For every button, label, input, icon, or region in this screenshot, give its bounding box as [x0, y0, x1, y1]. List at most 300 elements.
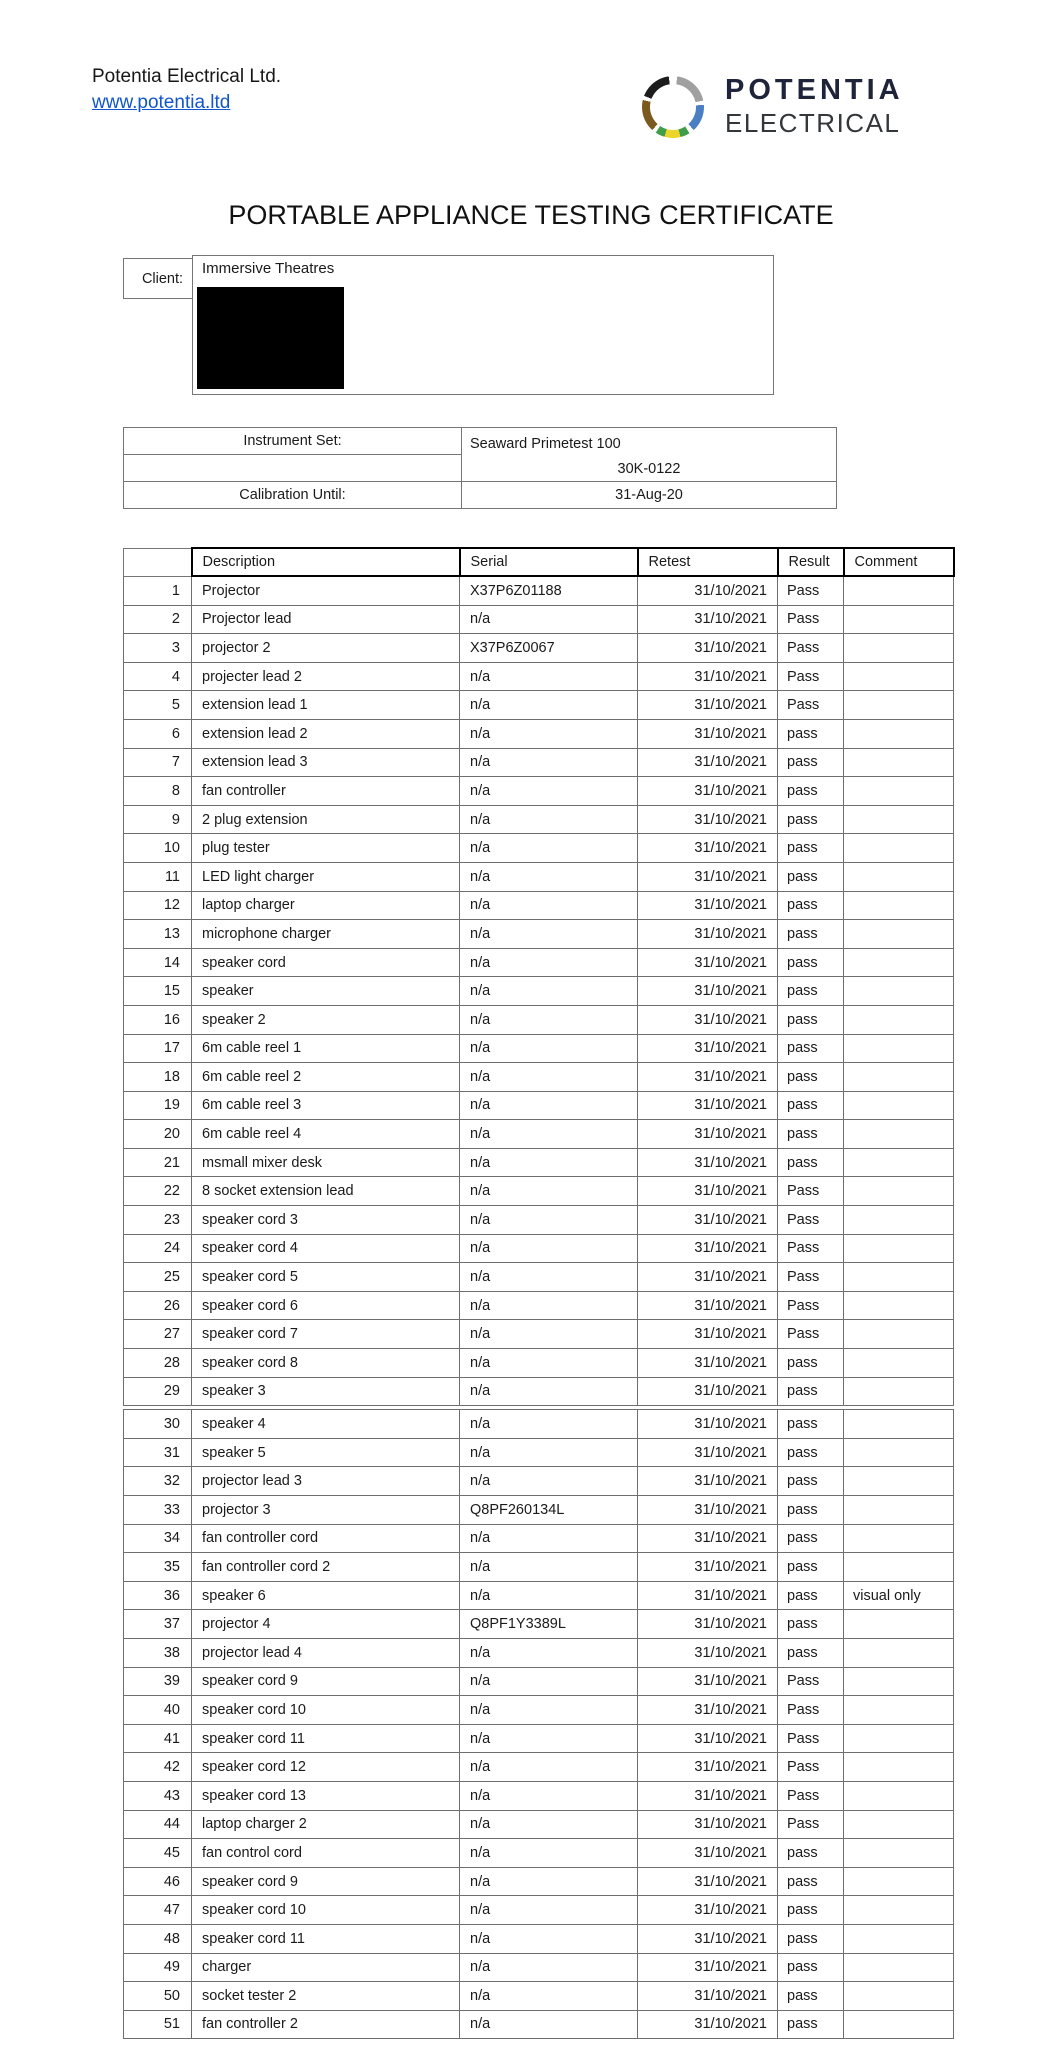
description-cell: microphone charger [192, 920, 460, 949]
row-number-cell: 44 [124, 1810, 192, 1839]
result-cell: pass [778, 1005, 844, 1034]
description-cell: speaker cord 5 [192, 1263, 460, 1292]
header-result: Result [778, 548, 844, 576]
row-number-cell: 7 [124, 748, 192, 777]
retest-cell: 31/10/2021 [638, 691, 778, 720]
row-number-cell: 46 [124, 1867, 192, 1896]
comment-cell [844, 805, 954, 834]
description-cell: speaker cord 9 [192, 1867, 460, 1896]
comment-cell [844, 1839, 954, 1868]
retest-cell: 31/10/2021 [638, 1263, 778, 1292]
table-row [124, 2010, 954, 2039]
serial-cell: n/a [460, 1177, 638, 1206]
retest-cell: 31/10/2021 [638, 662, 778, 691]
page-title: PORTABLE APPLIANCE TESTING CERTIFICATE [228, 200, 834, 230]
row-number-cell: 30 [124, 1410, 192, 1439]
row-number-cell: 11 [124, 862, 192, 891]
retest-cell: 31/10/2021 [638, 1781, 778, 1810]
comment-cell [844, 977, 954, 1006]
description-cell: extension lead 3 [192, 748, 460, 777]
result-cell: pass [778, 1610, 844, 1639]
serial-cell: n/a [460, 1206, 638, 1235]
comment-cell [844, 1724, 954, 1753]
description-cell: speaker 2 [192, 1005, 460, 1034]
result-cell: pass [778, 1953, 844, 1982]
retest-cell: 31/10/2021 [638, 777, 778, 806]
row-number-cell: 50 [124, 1982, 192, 2011]
row-number-cell: 17 [124, 1034, 192, 1063]
table-row [124, 948, 954, 977]
comment-cell [844, 1524, 954, 1553]
result-cell: pass [778, 1034, 844, 1063]
table-row [124, 1263, 954, 1292]
instrument-row-set [124, 428, 837, 455]
description-cell: laptop charger [192, 891, 460, 920]
row-number-cell: 19 [124, 1091, 192, 1120]
row-number-cell: 39 [124, 1667, 192, 1696]
serial-cell: n/a [460, 1553, 638, 1582]
row-number-cell: 22 [124, 1177, 192, 1206]
result-cell: pass [778, 1148, 844, 1177]
result-cell: pass [778, 977, 844, 1006]
serial-cell: n/a [460, 777, 638, 806]
row-number-cell: 9 [124, 805, 192, 834]
comment-cell [844, 1982, 954, 2011]
row-number-cell: 8 [124, 777, 192, 806]
description-cell: Projector [192, 576, 460, 605]
serial-cell: n/a [460, 691, 638, 720]
logo-wordmark [725, 76, 904, 136]
result-cell: pass [778, 1638, 844, 1667]
description-cell: 6m cable reel 2 [192, 1063, 460, 1092]
comment-cell [844, 1206, 954, 1235]
result-cell: pass [778, 2010, 844, 2039]
serial-cell: n/a [460, 1091, 638, 1120]
serial-cell: n/a [460, 1438, 638, 1467]
row-number-cell: 36 [124, 1581, 192, 1610]
description-cell: LED light charger [192, 862, 460, 891]
retest-cell: 31/10/2021 [638, 1553, 778, 1582]
comment-cell [844, 719, 954, 748]
retest-cell: 31/10/2021 [638, 1982, 778, 2011]
serial-cell: n/a [460, 1377, 638, 1406]
header-serial: Serial [460, 548, 638, 576]
description-cell: speaker cord [192, 948, 460, 977]
result-cell: pass [778, 891, 844, 920]
comment-cell [844, 1291, 954, 1320]
comment-cell [844, 1610, 954, 1639]
comment-cell [844, 1696, 954, 1725]
table-row [124, 1781, 954, 1810]
table-row [124, 777, 954, 806]
table-row [124, 1120, 954, 1149]
result-cell: Pass [778, 1696, 844, 1725]
table-row [124, 1234, 954, 1263]
retest-cell: 31/10/2021 [638, 1234, 778, 1263]
comment-cell [844, 1467, 954, 1496]
result-cell: Pass [778, 1781, 844, 1810]
description-cell: speaker cord 6 [192, 1291, 460, 1320]
retest-cell: 31/10/2021 [638, 1438, 778, 1467]
table-row [124, 1924, 954, 1953]
results-table [123, 547, 955, 2039]
instrument-set-value-cell [462, 428, 837, 482]
comment-cell [844, 1234, 954, 1263]
comment-cell [844, 891, 954, 920]
serial-cell: n/a [460, 1753, 638, 1782]
row-number-cell: 34 [124, 1524, 192, 1553]
results-header-row [124, 548, 954, 576]
retest-cell: 31/10/2021 [638, 1696, 778, 1725]
retest-cell: 31/10/2021 [638, 977, 778, 1006]
comment-cell [844, 1553, 954, 1582]
description-cell: plug tester [192, 834, 460, 863]
table-row [124, 1034, 954, 1063]
description-cell: 6m cable reel 3 [192, 1091, 460, 1120]
retest-cell: 31/10/2021 [638, 1349, 778, 1378]
result-cell: pass [778, 1496, 844, 1525]
comment-cell [844, 1377, 954, 1406]
comment-cell [844, 1063, 954, 1092]
client-label: Client: [141, 270, 184, 287]
result-cell: pass [778, 1924, 844, 1953]
instrument-table [123, 427, 837, 509]
description-cell: speaker cord 4 [192, 1234, 460, 1263]
retest-cell: 31/10/2021 [638, 1120, 778, 1149]
table-row [124, 1667, 954, 1696]
logo-wordmark-line1: POTENTIA [725, 74, 904, 106]
retest-cell: 31/10/2021 [638, 1005, 778, 1034]
client-label-box [123, 258, 202, 299]
retest-cell: 31/10/2021 [638, 1667, 778, 1696]
row-number-cell: 3 [124, 634, 192, 663]
table-row [124, 634, 954, 663]
row-number-cell: 25 [124, 1263, 192, 1292]
description-cell: laptop charger 2 [192, 1810, 460, 1839]
instrument-empty-cell [124, 455, 462, 482]
description-cell: socket tester 2 [192, 1982, 460, 2011]
comment-cell [844, 1410, 954, 1439]
table-row [124, 748, 954, 777]
comment-cell [844, 1667, 954, 1696]
retest-cell: 31/10/2021 [638, 1724, 778, 1753]
table-row [124, 1177, 954, 1206]
description-cell: extension lead 1 [192, 691, 460, 720]
row-number-cell: 51 [124, 2010, 192, 2039]
serial-cell: n/a [460, 891, 638, 920]
serial-cell: Q8PF260134L [460, 1496, 638, 1525]
serial-cell: n/a [460, 805, 638, 834]
comment-cell [844, 662, 954, 691]
description-cell: speaker 3 [192, 1377, 460, 1406]
comment-cell [844, 948, 954, 977]
table-row [124, 1005, 954, 1034]
table-row [124, 662, 954, 691]
result-cell: pass [778, 1349, 844, 1378]
table-row [124, 576, 954, 605]
description-cell: speaker cord 8 [192, 1349, 460, 1378]
description-cell: speaker 5 [192, 1438, 460, 1467]
retest-cell: 31/10/2021 [638, 1291, 778, 1320]
retest-cell: 31/10/2021 [638, 1753, 778, 1782]
result-cell: pass [778, 1091, 844, 1120]
result-cell: Pass [778, 605, 844, 634]
retest-cell: 31/10/2021 [638, 1206, 778, 1235]
table-row [124, 1438, 954, 1467]
logo-wordmark-line2: ELECTRICAL [725, 108, 901, 138]
instrument-set-value: Seaward Primetest 100 [470, 435, 621, 452]
comment-cell [844, 748, 954, 777]
serial-cell: n/a [460, 834, 638, 863]
row-number-cell: 40 [124, 1696, 192, 1725]
description-cell: speaker cord 9 [192, 1667, 460, 1696]
result-cell: Pass [778, 662, 844, 691]
serial-cell: n/a [460, 862, 638, 891]
row-number-cell: 43 [124, 1781, 192, 1810]
table-row [124, 891, 954, 920]
result-cell: pass [778, 1120, 844, 1149]
row-number-cell: 41 [124, 1724, 192, 1753]
table-row [124, 1291, 954, 1320]
retest-cell: 31/10/2021 [638, 1177, 778, 1206]
serial-cell: n/a [460, 948, 638, 977]
result-cell: Pass [778, 1810, 844, 1839]
comment-cell [844, 691, 954, 720]
comment-cell [844, 1091, 954, 1120]
table-row [124, 1148, 954, 1177]
instrument-row-calibration [124, 482, 837, 509]
description-cell: projector 4 [192, 1610, 460, 1639]
row-number-cell: 10 [124, 834, 192, 863]
result-cell: pass [778, 1839, 844, 1868]
comment-cell [844, 1177, 954, 1206]
serial-cell: n/a [460, 1810, 638, 1839]
result-cell: pass [778, 1377, 844, 1406]
table-row [124, 1467, 954, 1496]
description-cell: 6m cable reel 4 [192, 1120, 460, 1149]
table-row [124, 1867, 954, 1896]
table-row [124, 1610, 954, 1639]
retest-cell: 31/10/2021 [638, 1063, 778, 1092]
result-cell: Pass [778, 576, 844, 605]
result-cell: pass [778, 1467, 844, 1496]
result-cell: Pass [778, 1724, 844, 1753]
retest-cell: 31/10/2021 [638, 1896, 778, 1925]
retest-cell: 31/10/2021 [638, 1410, 778, 1439]
serial-cell: n/a [460, 1896, 638, 1925]
description-cell: projector 2 [192, 634, 460, 663]
comment-cell [844, 1924, 954, 1953]
description-cell: charger [192, 1953, 460, 1982]
result-cell: pass [778, 1581, 844, 1610]
comment-cell [844, 1320, 954, 1349]
description-cell: projector lead 3 [192, 1467, 460, 1496]
description-cell: 2 plug extension [192, 805, 460, 834]
description-cell: 6m cable reel 1 [192, 1034, 460, 1063]
result-cell: pass [778, 1896, 844, 1925]
table-row [124, 862, 954, 891]
comment-cell [844, 1263, 954, 1292]
company-website-link[interactable]: www.potentia.ltd [92, 91, 231, 113]
row-number-cell: 16 [124, 1005, 192, 1034]
comment-cell [844, 1953, 954, 1982]
table-row [124, 1091, 954, 1120]
comment-cell [844, 1349, 954, 1378]
retest-cell: 31/10/2021 [638, 634, 778, 663]
serial-cell: n/a [460, 1320, 638, 1349]
comment-cell [844, 2010, 954, 2039]
retest-cell: 31/10/2021 [638, 948, 778, 977]
description-cell: projector 3 [192, 1496, 460, 1525]
table-row [124, 805, 954, 834]
comment-cell [844, 834, 954, 863]
comment-cell [844, 576, 954, 605]
retest-cell: 31/10/2021 [638, 576, 778, 605]
table-row [124, 1896, 954, 1925]
description-cell: speaker cord 11 [192, 1724, 460, 1753]
header-comment: Comment [844, 548, 954, 576]
comment-cell [844, 1438, 954, 1467]
row-number-cell: 14 [124, 948, 192, 977]
description-cell: speaker cord 10 [192, 1696, 460, 1725]
serial-cell: n/a [460, 1234, 638, 1263]
serial-cell: n/a [460, 1034, 638, 1063]
comment-cell [844, 1781, 954, 1810]
redacted-address-block [197, 287, 344, 389]
row-number-cell: 42 [124, 1753, 192, 1782]
table-row [124, 1839, 954, 1868]
retest-cell: 31/10/2021 [638, 1610, 778, 1639]
comment-cell [844, 1638, 954, 1667]
row-number-cell: 49 [124, 1953, 192, 1982]
table-row [124, 1496, 954, 1525]
serial-cell: n/a [460, 1148, 638, 1177]
table-row [124, 1638, 954, 1667]
result-cell: Pass [778, 1263, 844, 1292]
retest-cell: 31/10/2021 [638, 605, 778, 634]
comment-cell [844, 862, 954, 891]
result-cell: Pass [778, 1206, 844, 1235]
row-number-cell: 18 [124, 1063, 192, 1092]
result-cell: pass [778, 1524, 844, 1553]
row-number-cell: 20 [124, 1120, 192, 1149]
serial-cell: n/a [460, 1063, 638, 1092]
table-row [124, 1377, 954, 1406]
row-number-cell: 35 [124, 1553, 192, 1582]
row-number-cell: 1 [124, 576, 192, 605]
serial-cell: n/a [460, 1291, 638, 1320]
result-cell: pass [778, 777, 844, 806]
calibration-value: 31-Aug-20 [462, 482, 837, 509]
description-cell: fan controller cord 2 [192, 1553, 460, 1582]
retest-cell: 31/10/2021 [638, 1377, 778, 1406]
retest-cell: 31/10/2021 [638, 1810, 778, 1839]
serial-cell: n/a [460, 1953, 638, 1982]
serial-cell: n/a [460, 977, 638, 1006]
row-number-cell: 21 [124, 1148, 192, 1177]
client-name: Immersive Theatres [202, 260, 335, 277]
result-cell: pass [778, 748, 844, 777]
retest-cell: 31/10/2021 [638, 1091, 778, 1120]
description-cell: speaker cord 7 [192, 1320, 460, 1349]
description-cell: speaker cord 12 [192, 1753, 460, 1782]
comment-cell [844, 1867, 954, 1896]
table-row [124, 1953, 954, 1982]
serial-cell: n/a [460, 1924, 638, 1953]
result-cell: pass [778, 1553, 844, 1582]
serial-cell: n/a [460, 1005, 638, 1034]
retest-cell: 31/10/2021 [638, 1320, 778, 1349]
row-number-cell: 24 [124, 1234, 192, 1263]
serial-cell: n/a [460, 1524, 638, 1553]
description-cell: speaker cord 10 [192, 1896, 460, 1925]
table-row [124, 1753, 954, 1782]
serial-cell: n/a [460, 1120, 638, 1149]
serial-cell: n/a [460, 1667, 638, 1696]
retest-cell: 31/10/2021 [638, 1496, 778, 1525]
table-row [124, 1982, 954, 2011]
retest-cell: 31/10/2021 [638, 719, 778, 748]
comment-cell [844, 1896, 954, 1925]
retest-cell: 31/10/2021 [638, 805, 778, 834]
retest-cell: 31/10/2021 [638, 1524, 778, 1553]
result-cell: pass [778, 920, 844, 949]
description-cell: speaker [192, 977, 460, 1006]
header-retest: Retest [638, 548, 778, 576]
comment-cell [844, 1753, 954, 1782]
company-header [92, 64, 281, 115]
retest-cell: 31/10/2021 [638, 834, 778, 863]
row-number-cell: 5 [124, 691, 192, 720]
row-number-cell: 15 [124, 977, 192, 1006]
table-row [124, 1320, 954, 1349]
description-cell: projector lead 4 [192, 1638, 460, 1667]
serial-cell: n/a [460, 1349, 638, 1378]
header-description: Description [192, 548, 460, 576]
row-number-cell: 2 [124, 605, 192, 634]
comment-cell [844, 605, 954, 634]
serial-cell: n/a [460, 920, 638, 949]
serial-cell: n/a [460, 1263, 638, 1292]
row-number-cell: 28 [124, 1349, 192, 1378]
comment-cell [844, 1034, 954, 1063]
table-row [124, 1410, 954, 1439]
result-cell: pass [778, 1867, 844, 1896]
retest-cell: 31/10/2021 [638, 1924, 778, 1953]
serial-cell: n/a [460, 1638, 638, 1667]
description-cell: fan controller [192, 777, 460, 806]
serial-cell: n/a [460, 748, 638, 777]
comment-cell [844, 634, 954, 663]
retest-cell: 31/10/2021 [638, 2010, 778, 2039]
company-name: Potentia Electrical Ltd. [92, 66, 282, 87]
retest-cell: 31/10/2021 [638, 862, 778, 891]
comment-cell [844, 777, 954, 806]
serial-cell: n/a [460, 2010, 638, 2039]
serial-cell: n/a [460, 719, 638, 748]
row-number-cell: 48 [124, 1924, 192, 1953]
description-cell: msmall mixer desk [192, 1148, 460, 1177]
serial-cell: n/a [460, 1696, 638, 1725]
description-cell: speaker 6 [192, 1581, 460, 1610]
description-cell: Projector lead [192, 605, 460, 634]
comment-cell [844, 1496, 954, 1525]
result-cell: Pass [778, 1320, 844, 1349]
row-number-cell: 6 [124, 719, 192, 748]
row-number-cell: 45 [124, 1839, 192, 1868]
retest-cell: 31/10/2021 [638, 1867, 778, 1896]
serial-cell: n/a [460, 1467, 638, 1496]
